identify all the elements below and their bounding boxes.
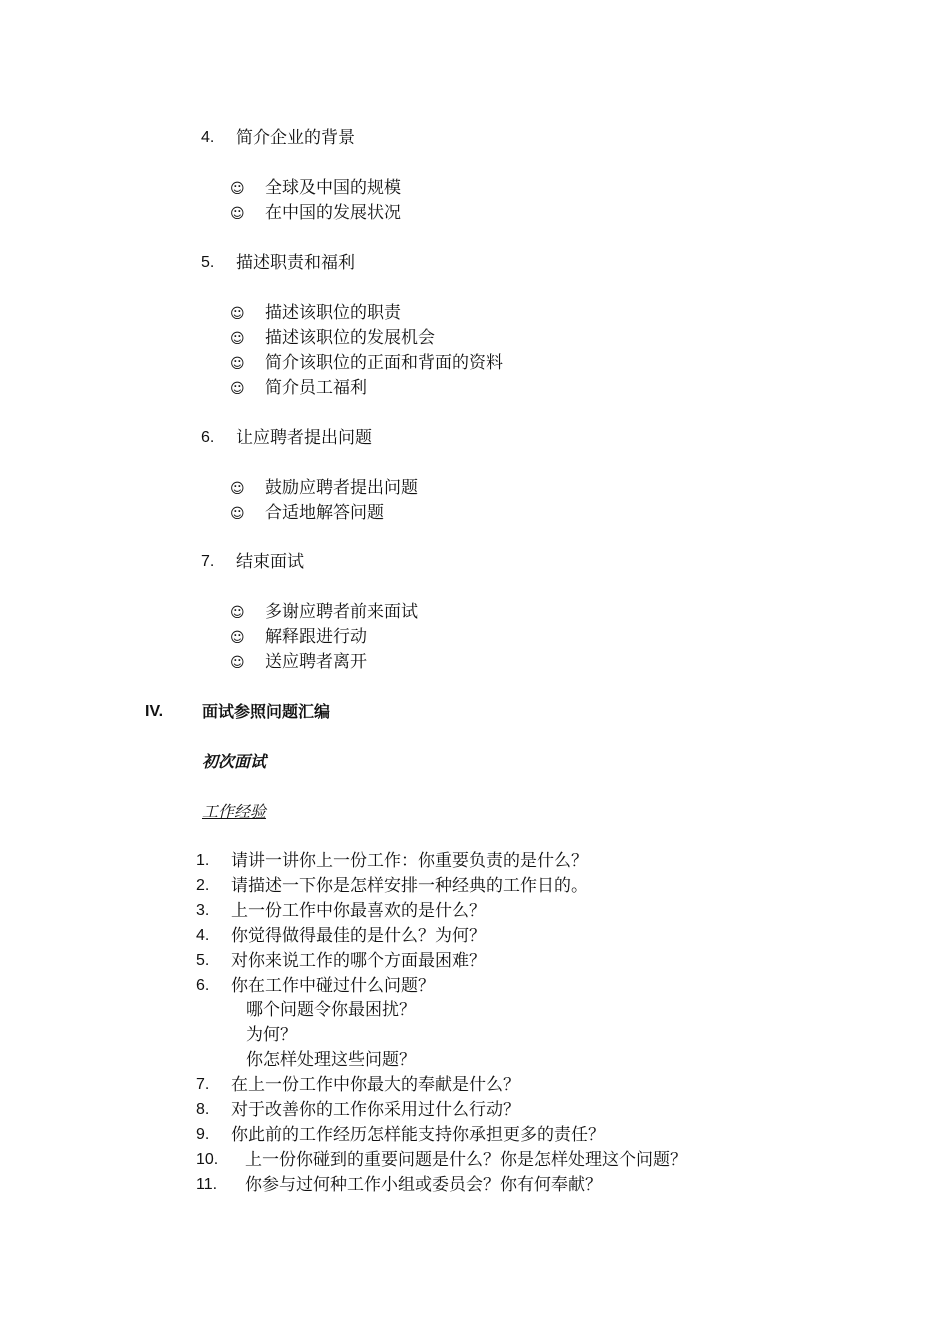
smiley-bullet-icon: ☺ — [230, 206, 245, 222]
question-subtext: 你怎样处理这些问题？ — [246, 1050, 416, 1070]
question-text: 对于改善你的工作你采用过什么行动？ — [231, 1100, 520, 1120]
list-item: 简介员工福利 — [265, 378, 367, 398]
subsection-title: 初次面试 — [202, 752, 267, 771]
question-text: 请讲一讲你上一份工作：你重要负责的是什么？ — [231, 851, 588, 871]
smiley-bullet-icon: ☺ — [230, 381, 245, 397]
step-number: 6. — [201, 429, 215, 446]
question-number: 3. — [196, 902, 210, 919]
step-number: 4. — [201, 129, 215, 146]
list-item: 鼓励应聘者提出问题 — [265, 478, 418, 498]
list-item: 合适地解答问题 — [265, 503, 384, 523]
list-item: 描述该职位的职责 — [265, 303, 401, 323]
section-number: IV. — [145, 703, 164, 720]
question-number: 9. — [196, 1126, 210, 1143]
question-text: 请描述一下你是怎样安排一种经典的工作日的。 — [231, 876, 588, 896]
list-item: 解释跟进行动 — [265, 627, 367, 647]
step-title: 简介企业的背景 — [236, 128, 355, 148]
question-text: 对你来说工作的哪个方面最困难？ — [231, 951, 486, 971]
question-number: 11. — [196, 1176, 218, 1193]
step-title: 让应聘者提出问题 — [236, 428, 372, 448]
question-number: 6. — [196, 977, 210, 994]
list-item: 描述该职位的发展机会 — [265, 328, 435, 348]
step-number: 5. — [201, 254, 215, 271]
step-number: 7. — [201, 553, 215, 570]
list-item: 在中国的发展状况 — [265, 203, 401, 223]
smiley-bullet-icon: ☺ — [230, 630, 245, 646]
question-number: 10. — [196, 1151, 219, 1168]
list-item: 送应聘者离开 — [265, 652, 367, 672]
question-number: 1. — [196, 852, 210, 869]
smiley-bullet-icon: ☺ — [230, 306, 245, 322]
question-number: 8. — [196, 1101, 210, 1118]
smiley-bullet-icon: ☺ — [230, 481, 245, 497]
question-subtext: 哪个问题令你最困扰？ — [246, 1000, 416, 1020]
question-text: 在上一份工作中你最大的奉献是什么？ — [231, 1075, 520, 1095]
category-title: 工作经验 — [202, 802, 267, 821]
smiley-bullet-icon: ☺ — [230, 181, 245, 197]
smiley-bullet-icon: ☺ — [230, 605, 245, 621]
step-title: 结束面试 — [236, 552, 304, 572]
question-number: 4. — [196, 927, 210, 944]
question-text: 你参与过何种工作小组或委员会？你有何奉献？ — [245, 1175, 602, 1195]
section-title: 面试参照问题汇编 — [202, 702, 331, 721]
question-text: 你觉得做得最佳的是什么？为何？ — [231, 926, 486, 946]
list-item: 简介该职位的正面和背面的资料 — [265, 353, 503, 373]
question-text: 你在工作中碰过什么问题？ — [231, 976, 435, 996]
step-title: 描述职责和福利 — [236, 253, 355, 273]
smiley-bullet-icon: ☺ — [230, 655, 245, 671]
smiley-bullet-icon: ☺ — [230, 506, 245, 522]
list-item: 全球及中国的规模 — [265, 178, 401, 198]
question-number: 2. — [196, 877, 210, 894]
smiley-bullet-icon: ☺ — [230, 356, 245, 372]
smiley-bullet-icon: ☺ — [230, 331, 245, 347]
question-text: 上一份你碰到的重要问题是什么？你是怎样处理这个问题？ — [245, 1150, 687, 1170]
question-number: 7. — [196, 1076, 210, 1093]
question-subtext: 为何？ — [246, 1025, 297, 1045]
question-text: 你此前的工作经历怎样能支持你承担更多的责任？ — [231, 1125, 605, 1145]
question-number: 5. — [196, 952, 210, 969]
question-text: 上一份工作中你最喜欢的是什么？ — [231, 901, 486, 921]
list-item: 多谢应聘者前来面试 — [265, 602, 418, 622]
